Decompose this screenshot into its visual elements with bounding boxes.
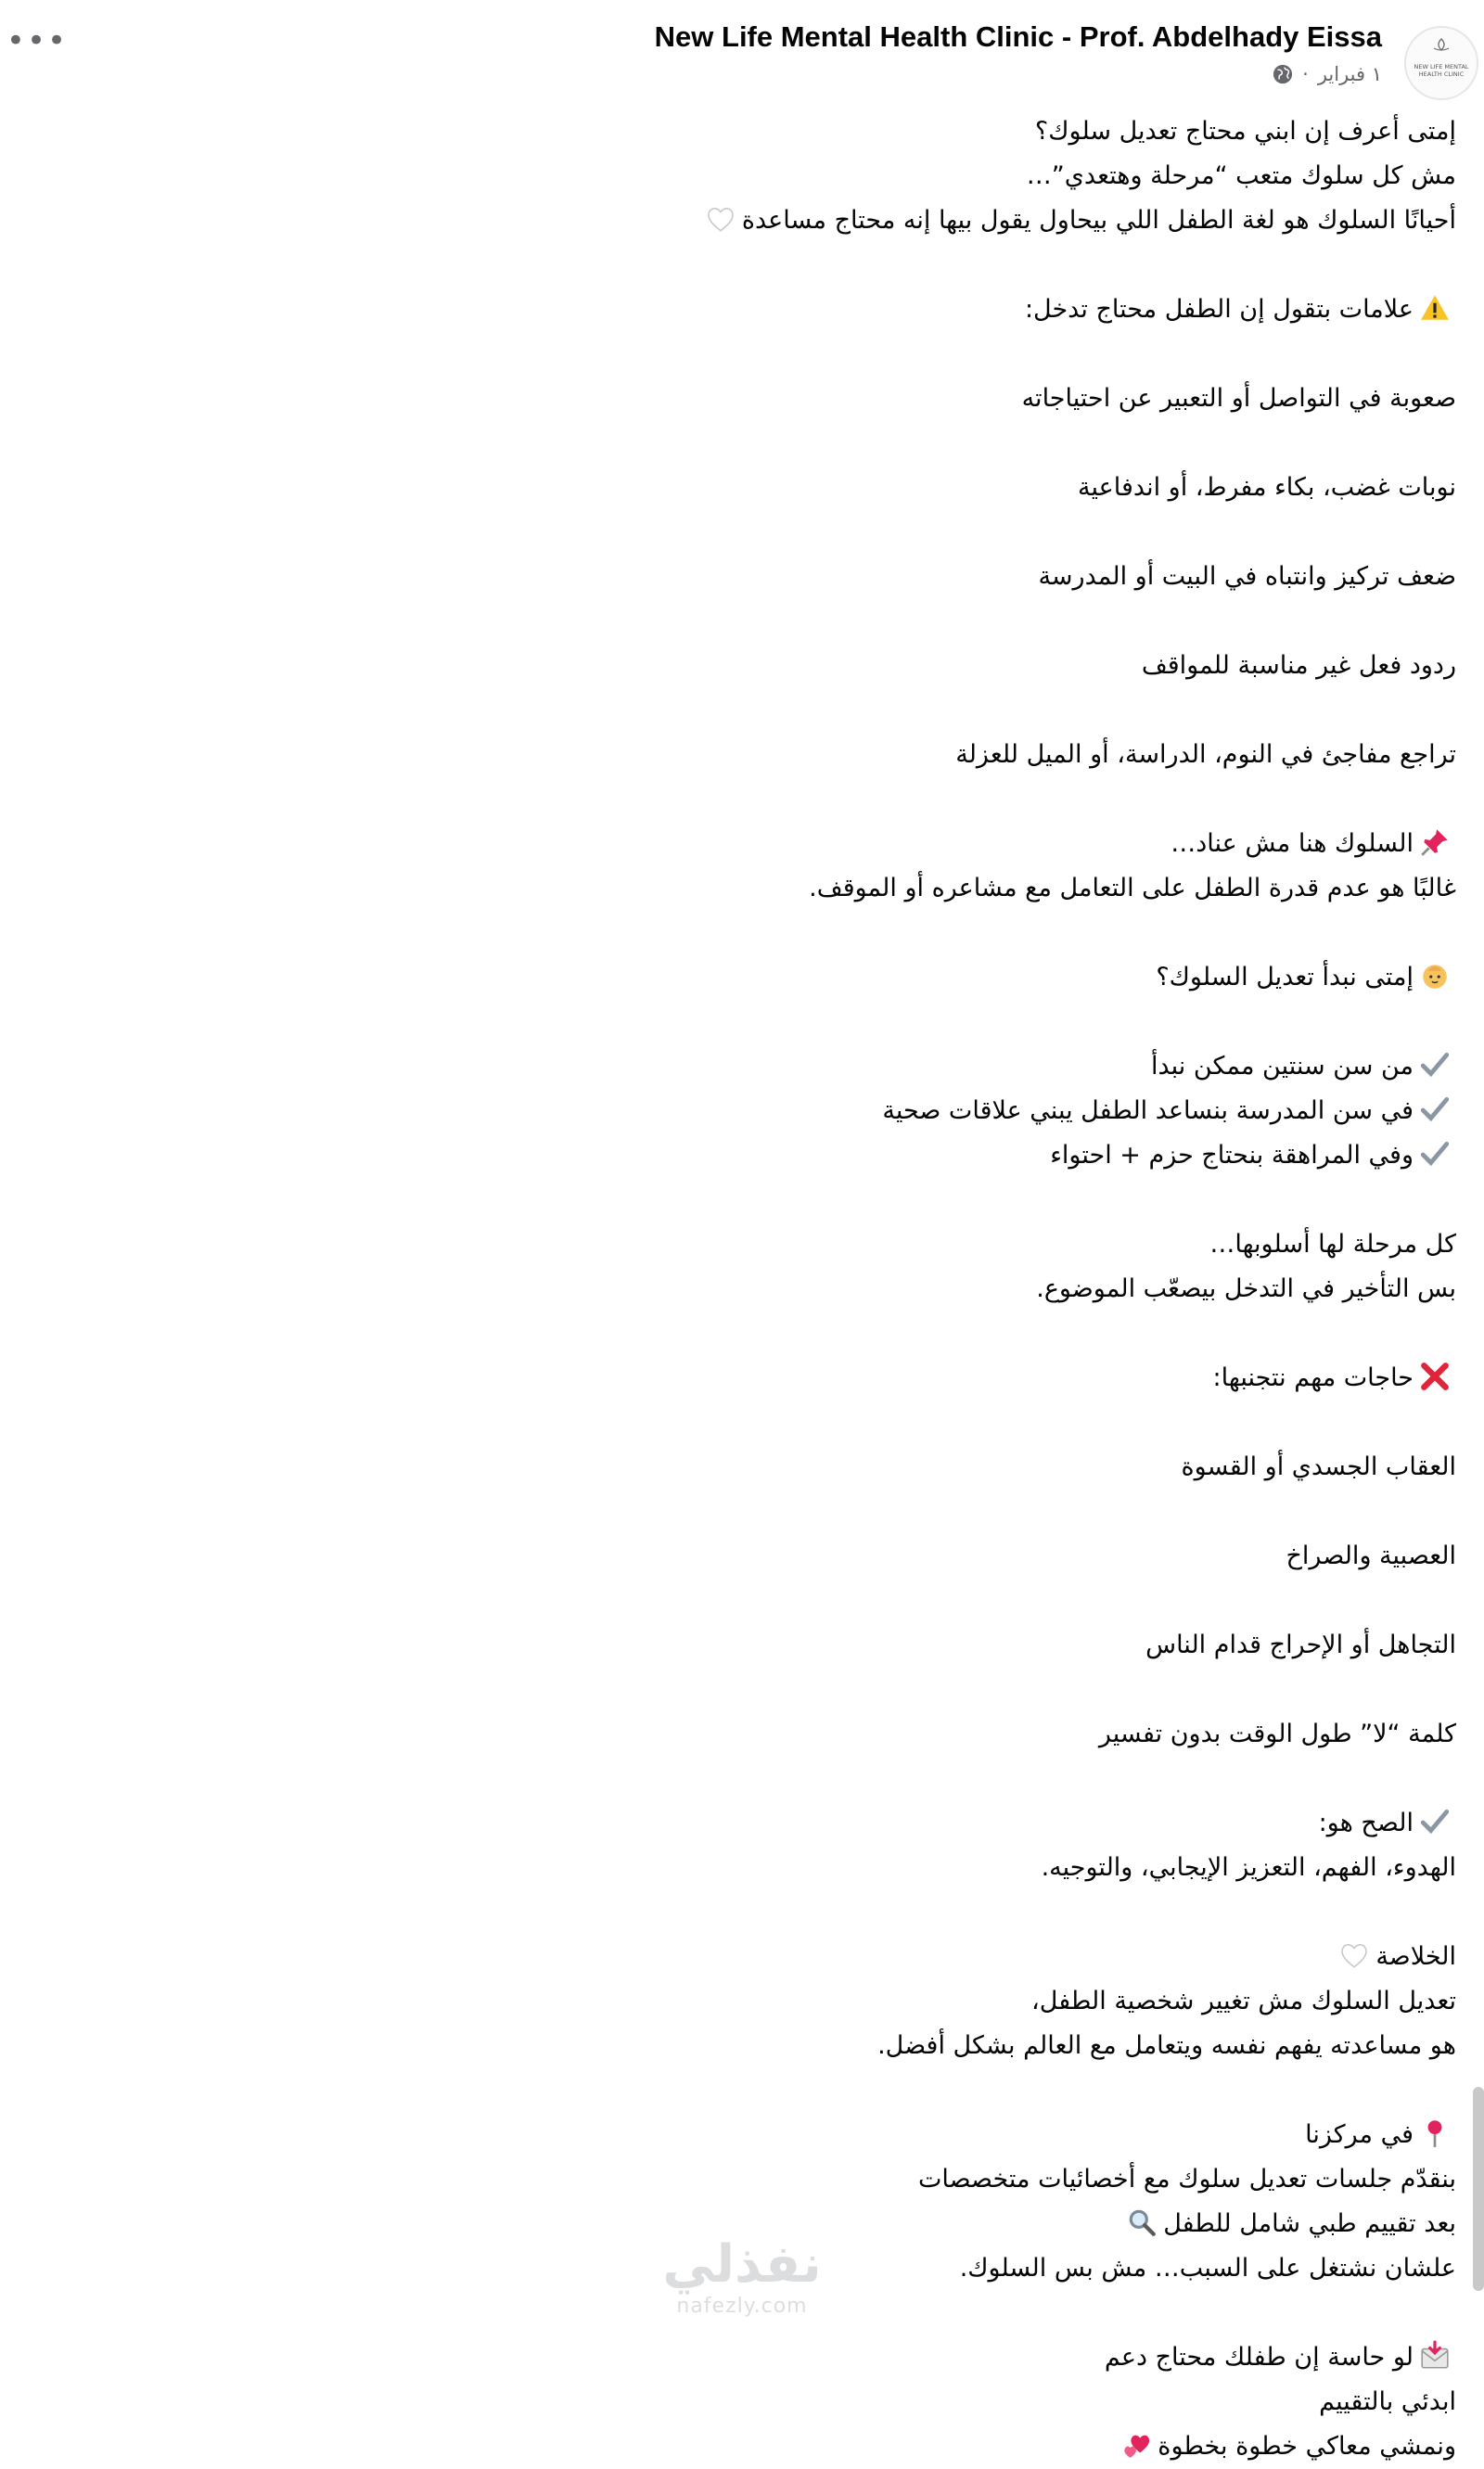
baby-icon — [1419, 960, 1451, 991]
post-line: هو مساعدته يفهم نفسه ويتعامل مع العالم بشكل أفضل. — [877, 2031, 1456, 2060]
post-line: غالبًا هو عدم قدرة الطفل على التعامل مع مشاعره أو الموقف. — [809, 874, 1456, 902]
post-line: حاجات مهم نتجنبها: — [28, 1356, 1456, 1401]
check-mark-icon — [1419, 1094, 1451, 1125]
post-line: إمتى أعرف إن ابني محتاج تعديل سلوك؟ — [1034, 117, 1456, 146]
white-heart-icon — [1338, 1939, 1370, 1971]
scrollbar[interactable] — [1473, 2087, 1484, 2291]
page-avatar[interactable] — [1404, 26, 1478, 100]
pushpin-icon — [1419, 826, 1451, 858]
post-line: السلوك هنا مش عناد… — [28, 822, 1456, 866]
post-line: ضعف تركيز وانتباه في البيت أو المدرسة — [1038, 562, 1456, 591]
post-header — [0, 0, 1484, 102]
post-line: كل مرحلة لها أسلوبها… — [1209, 1230, 1456, 1259]
post-line: الهدوء، الفهم، التعزيز الإيجابي، والتوجيه. — [1041, 1853, 1456, 1882]
warning-icon — [1419, 292, 1451, 324]
svg-text:HEALTH CLINIC: HEALTH CLINIC — [1418, 70, 1465, 78]
magnifying-glass-icon — [1126, 2207, 1158, 2238]
post-line: علشان نشتغل على السبب… مش بس السلوك. — [959, 2254, 1456, 2283]
watermark-latin: nafezly.com — [676, 2295, 808, 2318]
post-line: علامات بتقول إن الطفل محتاج تدخل: — [28, 288, 1456, 332]
post-line: الصح هو: — [28, 1801, 1456, 1846]
post-date[interactable]: ١ فبراير — [1317, 63, 1382, 85]
incoming-envelope-icon — [1419, 2340, 1451, 2372]
cross-mark-icon — [1419, 1361, 1451, 1392]
post-line: في مركزنا — [28, 2113, 1456, 2157]
clinic-logo — [1406, 28, 1477, 98]
globe-icon — [1273, 64, 1293, 84]
post-line: إمتى نبدأ تعديل السلوك؟ — [28, 955, 1456, 1000]
post-line: أحيانًا السلوك هو لغة الطفل اللي بيحاول يقول بيها إنه محتاج مساعدة — [28, 198, 1456, 243]
post-line: كلمة “لا” طول الوقت بدون تفسير — [1098, 1720, 1456, 1748]
post-line: مش كل سلوك متعب “مرحلة وهتعدي”… — [1026, 161, 1456, 190]
post-line: لو حاسة إن طفلك محتاج دعم — [28, 2335, 1456, 2380]
post-line: التجاهل أو الإحراج قدام الناس — [1145, 1631, 1456, 1659]
post-line: الخلاصة — [28, 1935, 1456, 1979]
round-pushpin-icon — [1419, 2117, 1451, 2149]
post-line: ردود فعل غير مناسبة للمواقف — [1141, 651, 1456, 680]
post-line: العصبية والصراخ — [1286, 1542, 1456, 1570]
svg-text:NEW LIFE MENTAL: NEW LIFE MENTAL — [1414, 63, 1469, 70]
watermark — [649, 2235, 835, 2328]
post-line: ونمشي معاكي خطوة بخطوة — [28, 2424, 1456, 2469]
check-mark-icon — [1419, 1138, 1451, 1170]
post-line: نوبات غضب، بكاء مفرط، أو اندفاعية — [1078, 473, 1456, 502]
more-options-icon[interactable]: ••• — [6, 22, 69, 59]
post-line: العقاب الجسدي أو القسوة — [1181, 1452, 1456, 1481]
post-line: بنقدّم جلسات تعديل سلوك مع أخصائيات متخصصات — [918, 2165, 1456, 2194]
post-line: وفي المراهقة بنحتاج حزم + احتواء — [28, 1133, 1456, 1178]
white-heart-icon — [705, 203, 736, 235]
post-line: من سن سنتين ممكن نبدأ — [28, 1044, 1456, 1089]
watermark-arabic: نفذلي — [662, 2234, 822, 2295]
post-line: بس التأخير في التدخل بيصعّب الموضوع. — [1036, 1274, 1456, 1303]
post-line: تراجع مفاجئ في النوم، الدراسة، أو الميل للعزلة — [955, 740, 1456, 769]
post-body — [28, 109, 1456, 2469]
post-line: تعديل السلوك مش تغيير شخصية الطفل، — [1031, 1987, 1456, 2015]
post-meta — [1273, 63, 1382, 85]
check-mark-icon — [1419, 1806, 1451, 1837]
check-mark-icon — [1419, 1049, 1451, 1081]
post-line: في سن المدرسة بنساعد الطفل يبني علاقات صحية — [28, 1089, 1456, 1133]
meta-separator: · — [1302, 63, 1309, 85]
two-hearts-icon — [1120, 2429, 1152, 2461]
post-line: صعوبة في التواصل أو التعبير عن احتياجاته — [1021, 384, 1456, 413]
post-line: بعد تقييم طبي شامل للطفل — [28, 2202, 1456, 2246]
post-line: ابدئي بالتقييم — [1319, 2387, 1456, 2416]
page-name[interactable]: New Life Mental Health Clinic - Prof. Abdelhady Eissa — [654, 20, 1382, 53]
